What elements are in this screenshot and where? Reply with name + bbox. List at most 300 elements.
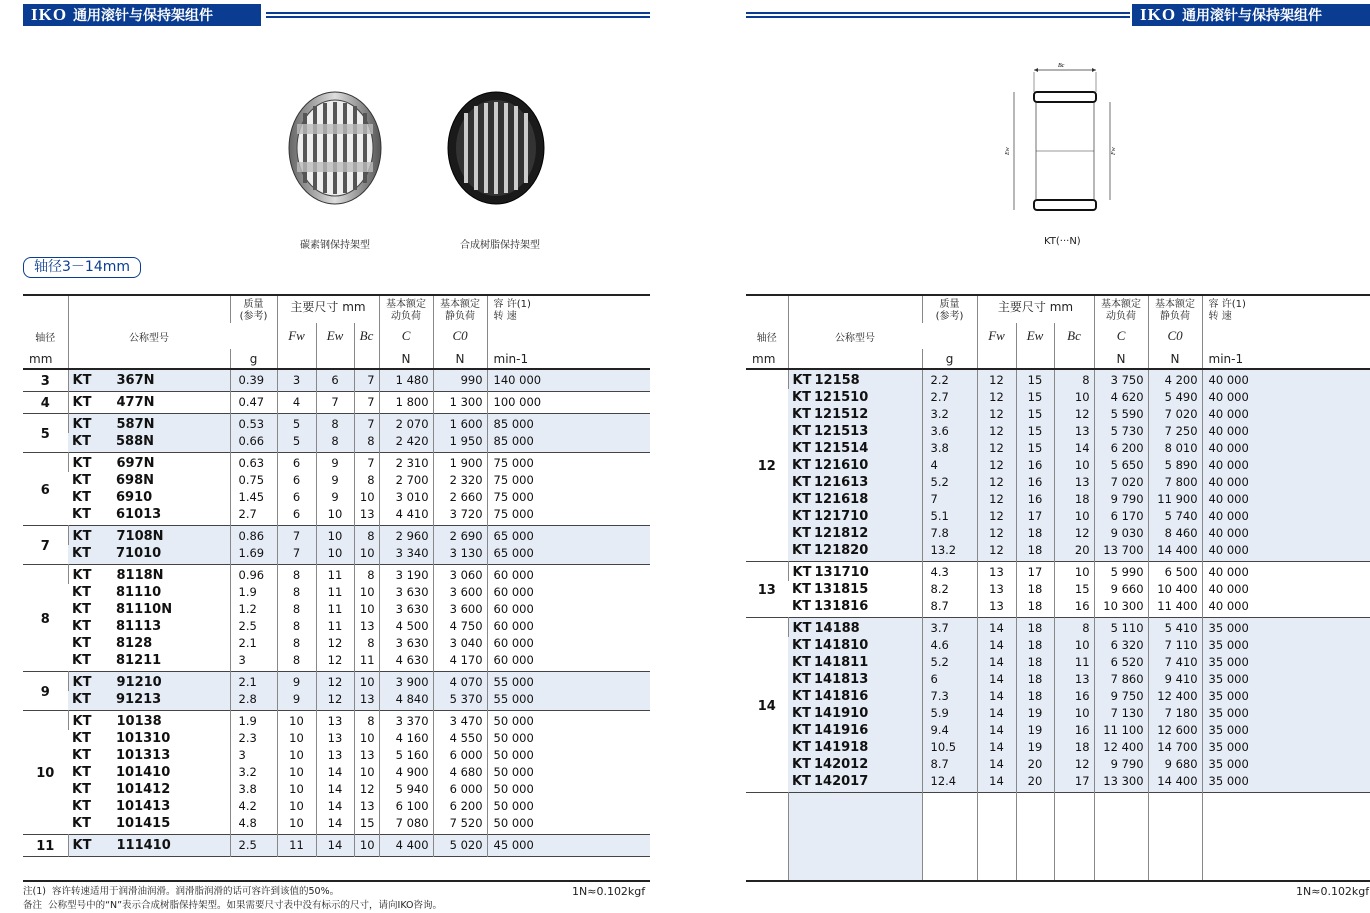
bc-cell: 10 xyxy=(354,672,379,692)
speed-cell: 35 000 xyxy=(1202,739,1370,756)
table-row xyxy=(746,756,1370,773)
dynamic-load-cell: 3 370 xyxy=(379,711,433,731)
r-stat-load-header2: 静负荷 xyxy=(1160,311,1191,322)
mass-cell: 5.1 xyxy=(922,508,977,525)
model-cell xyxy=(68,453,230,473)
model-cell xyxy=(788,618,922,638)
bc-cell: 13 xyxy=(1054,671,1094,688)
stat-load-header: 基本额定 xyxy=(440,299,481,310)
ew-cell: 15 xyxy=(1016,389,1054,406)
r-speed-unit: min-1 xyxy=(1208,352,1244,366)
mass-cell: 0.47 xyxy=(230,392,277,414)
bc-cell: 10 xyxy=(354,764,379,781)
model-cell xyxy=(788,440,922,457)
model-prefix: KT xyxy=(792,526,811,541)
ew-cell: 6 xyxy=(316,369,354,392)
model-cell xyxy=(788,598,922,618)
fw-cell: 14 xyxy=(977,705,1016,722)
fw-cell: 3 xyxy=(277,369,316,392)
shaft-size-cell: 12 xyxy=(746,369,788,562)
mass-cell: 1.2 xyxy=(230,601,277,618)
model-prefix: KT xyxy=(792,424,811,439)
speed-cell: 35 000 xyxy=(1202,722,1370,739)
dynamic-load-cell: 10 300 xyxy=(1094,598,1148,618)
fw-cell: 6 xyxy=(277,506,316,526)
dynamic-load-cell: 6 520 xyxy=(1094,654,1148,671)
model-number: 141816 xyxy=(814,689,869,704)
speed-cell: 35 000 xyxy=(1202,773,1370,793)
fw-cell: 10 xyxy=(277,764,316,781)
static-load-cell: 5 890 xyxy=(1148,457,1202,474)
static-load-cell: 14 700 xyxy=(1148,739,1202,756)
bc-cell: 10 xyxy=(354,601,379,618)
kt-section-diagram xyxy=(1000,60,1130,220)
fw-cell: 14 xyxy=(977,739,1016,756)
model-number: 131815 xyxy=(814,582,869,597)
static-load-cell: 1 950 xyxy=(433,433,487,453)
table-row xyxy=(23,489,650,506)
dynamic-load-cell: 7 860 xyxy=(1094,671,1148,688)
shaft-size-cell: 4 xyxy=(40,396,50,411)
model-number: 101410 xyxy=(116,765,171,780)
mass-cell: 2.7 xyxy=(230,506,277,526)
static-load-cell: 5 410 xyxy=(1148,618,1202,638)
bc-cell: 8 xyxy=(354,711,379,731)
table-row xyxy=(746,581,1370,598)
dynamic-load-cell: 12 400 xyxy=(1094,739,1148,756)
speed-cell: 35 000 xyxy=(1202,756,1370,773)
model-cell xyxy=(68,472,230,489)
table-row xyxy=(746,722,1370,739)
model-cell xyxy=(68,672,230,692)
right-table-bottom-rule xyxy=(746,880,1370,882)
table-row xyxy=(23,691,650,711)
model-number: 101313 xyxy=(116,748,171,763)
speed-cell: 40 000 xyxy=(1202,542,1370,562)
table-row xyxy=(23,392,650,414)
shaft-group-7 xyxy=(23,526,650,565)
static-load-cell: 7 180 xyxy=(1148,705,1202,722)
static-load-cell: 5 490 xyxy=(1148,389,1202,406)
ew-cell: 11 xyxy=(316,618,354,635)
mass-cell: 3.2 xyxy=(922,406,977,423)
model-prefix: KT xyxy=(792,621,812,636)
model-number: 141918 xyxy=(814,740,869,755)
dyn-sym: C xyxy=(401,328,411,343)
dynamic-load-cell: 6 170 xyxy=(1094,508,1148,525)
static-load-cell: 4 170 xyxy=(433,652,487,672)
bc-cell: 10 xyxy=(1054,457,1094,474)
static-load-cell: 9 680 xyxy=(1148,756,1202,773)
speed-cell: 60 000 xyxy=(487,584,650,601)
model-cell xyxy=(68,433,230,453)
model-number: 14188 xyxy=(814,621,860,636)
dynamic-load-cell: 1 480 xyxy=(379,369,433,392)
static-load-cell: 7 020 xyxy=(1148,406,1202,423)
model-number: 91213 xyxy=(116,692,162,707)
table-row xyxy=(23,747,650,764)
table-row xyxy=(746,562,1370,582)
static-load-cell: 4 750 xyxy=(433,618,487,635)
static-load-cell: 8 460 xyxy=(1148,525,1202,542)
ew-cell: 15 xyxy=(1016,423,1054,440)
model-prefix: KT xyxy=(792,757,811,772)
ew-cell: 12 xyxy=(316,672,354,692)
mass-cell: 3 xyxy=(230,652,277,672)
dynamic-load-cell: 3 750 xyxy=(1094,369,1148,389)
r-ew-header: Ew xyxy=(1026,328,1044,343)
mass-cell: 0.63 xyxy=(230,453,277,473)
right-header-tag xyxy=(1132,4,1370,26)
fw-cell: 12 xyxy=(977,508,1016,525)
table-row xyxy=(23,545,650,565)
shaft-group-8 xyxy=(23,565,650,672)
model-prefix: KT xyxy=(72,653,91,668)
ew-dim-label: Ew xyxy=(1005,147,1011,155)
dynamic-load-cell: 5 650 xyxy=(1094,457,1148,474)
model-number: 81113 xyxy=(116,619,162,634)
ew-cell: 7 xyxy=(316,392,354,414)
speed-cell: 40 000 xyxy=(1202,440,1370,457)
speed-cell: 75 000 xyxy=(487,506,650,526)
mass-cell: 2.7 xyxy=(922,389,977,406)
static-load-cell: 7 800 xyxy=(1148,474,1202,491)
fw-cell: 10 xyxy=(277,747,316,764)
left-table-bottom-rule xyxy=(23,880,650,882)
ew-cell: 17 xyxy=(1016,562,1054,582)
r-mass-header: 质量 xyxy=(939,299,960,310)
dyn-load-header2: 动负荷 xyxy=(391,311,422,322)
note1-text: 容许转速适用于润滑油润滑。润滑脂润滑的话可容许到该值的50%。 xyxy=(52,886,340,897)
table-row xyxy=(23,453,650,473)
model-prefix: KT xyxy=(72,602,91,617)
bc-cell: 18 xyxy=(1054,491,1094,508)
fw-cell: 12 xyxy=(977,406,1016,423)
static-load-cell: 4 070 xyxy=(433,672,487,692)
mass-cell: 8.2 xyxy=(922,581,977,598)
iko-logo-right: IKO xyxy=(1140,5,1177,24)
model-prefix: KT xyxy=(792,458,811,473)
steel-cage-caption: 碳素钢保持架型 xyxy=(300,240,370,251)
model-cell xyxy=(68,489,230,506)
speed-cell: 50 000 xyxy=(487,730,650,747)
bc-cell: 8 xyxy=(354,433,379,453)
bc-cell: 12 xyxy=(1054,525,1094,542)
dynamic-load-cell: 4 410 xyxy=(379,506,433,526)
mass-cell: 4 xyxy=(922,457,977,474)
mass-cell: 2.2 xyxy=(922,369,977,389)
model-cell xyxy=(68,414,230,434)
static-load-cell: 4 200 xyxy=(1148,369,1202,389)
ew-cell: 10 xyxy=(316,506,354,526)
speed-cell: 40 000 xyxy=(1202,525,1370,542)
bc-cell: 7 xyxy=(354,392,379,414)
table-row xyxy=(746,423,1370,440)
bc-cell: 10 xyxy=(1054,389,1094,406)
table-row xyxy=(746,525,1370,542)
static-load-cell: 2 320 xyxy=(433,472,487,489)
dims-header: 主要尺寸 mm xyxy=(290,300,366,314)
r-fw-header: Fw xyxy=(988,328,1005,343)
mass-cell: 1.9 xyxy=(230,584,277,601)
mass-cell: 2.1 xyxy=(230,635,277,652)
iko-logo: IKO xyxy=(31,5,68,24)
model-number: 121812 xyxy=(814,526,869,541)
model-prefix: KT xyxy=(72,585,91,600)
static-load-cell: 2 660 xyxy=(433,489,487,506)
speed-cell: 50 000 xyxy=(487,815,650,835)
static-load-cell: 8 010 xyxy=(1148,440,1202,457)
speed-cell: 65 000 xyxy=(487,545,650,565)
fw-cell: 13 xyxy=(977,598,1016,618)
model-cell xyxy=(788,542,922,562)
ew-cell: 16 xyxy=(1016,474,1054,491)
model-cell xyxy=(68,815,230,835)
mass-cell: 3.2 xyxy=(230,764,277,781)
fw-cell: 12 xyxy=(977,369,1016,389)
r-bc-header: Bc xyxy=(1067,328,1081,343)
model-cell xyxy=(68,711,230,731)
mass-ref: (参考) xyxy=(239,311,268,322)
dynamic-load-cell: 2 310 xyxy=(379,453,433,473)
table-row xyxy=(23,764,650,781)
model-cell xyxy=(68,545,230,565)
speed-cell: 75 000 xyxy=(487,489,650,506)
model-number: 101413 xyxy=(116,799,171,814)
fw-cell: 6 xyxy=(277,489,316,506)
model-cell xyxy=(68,835,230,857)
table-row xyxy=(746,542,1370,562)
speed-cell: 75 000 xyxy=(487,472,650,489)
ew-cell: 8 xyxy=(316,433,354,453)
fw-cell: 12 xyxy=(977,525,1016,542)
model-cell xyxy=(68,764,230,781)
model-number: 141811 xyxy=(814,655,869,670)
model-number: 121820 xyxy=(814,543,869,558)
model-number: 61013 xyxy=(116,507,162,522)
model-cell xyxy=(788,491,922,508)
model-number: 141916 xyxy=(814,723,869,738)
model-prefix: KT xyxy=(72,434,91,449)
model-number: 91210 xyxy=(116,675,162,690)
speed-cell: 40 000 xyxy=(1202,389,1370,406)
mass-cell: 3.7 xyxy=(922,618,977,638)
model-prefix: KT xyxy=(72,546,91,561)
table-row xyxy=(746,739,1370,756)
dynamic-load-cell: 9 030 xyxy=(1094,525,1148,542)
mass-cell: 5.9 xyxy=(922,705,977,722)
fw-cell: 12 xyxy=(977,457,1016,474)
model-prefix: KT xyxy=(72,838,92,853)
speed-unit: min-1 xyxy=(493,352,529,366)
model-number: 10138 xyxy=(116,714,162,729)
model-prefix: KT xyxy=(792,475,811,490)
static-load-cell: 5 370 xyxy=(433,691,487,711)
fw-cell: 8 xyxy=(277,618,316,635)
r-stat-load-header: 基本额定 xyxy=(1155,299,1196,310)
speed-cell: 40 000 xyxy=(1202,369,1370,389)
static-load-cell: 3 600 xyxy=(433,601,487,618)
fw-cell: 14 xyxy=(977,671,1016,688)
mass-cell: 2.3 xyxy=(230,730,277,747)
mass-cell: 0.53 xyxy=(230,414,277,434)
model-prefix: KT xyxy=(72,473,91,488)
ew-cell: 18 xyxy=(1016,598,1054,618)
model-prefix: KT xyxy=(72,782,91,797)
static-load-cell: 7 110 xyxy=(1148,637,1202,654)
dynamic-load-cell: 7 020 xyxy=(1094,474,1148,491)
fw-cell: 12 xyxy=(977,542,1016,562)
model-cell xyxy=(788,688,922,705)
speed-cell: 40 000 xyxy=(1202,423,1370,440)
mass-cell: 5.2 xyxy=(922,654,977,671)
fw-cell: 13 xyxy=(977,562,1016,582)
fw-cell: 8 xyxy=(277,652,316,672)
bc-cell: 10 xyxy=(354,584,379,601)
left-conversion: 1N≈0.102kgf xyxy=(572,885,646,898)
model-prefix: KT xyxy=(72,692,91,707)
fw-cell: 5 xyxy=(277,433,316,453)
dynamic-load-cell: 1 800 xyxy=(379,392,433,414)
model-number: 8118N xyxy=(116,568,164,583)
model-cell xyxy=(788,389,922,406)
shaft-size-cell: 10 xyxy=(36,766,55,781)
ew-cell: 14 xyxy=(316,798,354,815)
static-load-cell: 3 600 xyxy=(433,584,487,601)
speed-cell: 140 000 xyxy=(487,369,650,392)
right-header-rule xyxy=(746,12,1130,18)
mass-cell: 8.7 xyxy=(922,598,977,618)
model-number: 6910 xyxy=(116,490,153,505)
static-load-cell: 12 600 xyxy=(1148,722,1202,739)
ew-cell: 13 xyxy=(316,730,354,747)
speed-cell: 50 000 xyxy=(487,798,650,815)
model-cell xyxy=(788,406,922,423)
model-number: 8128 xyxy=(116,636,153,651)
model-cell xyxy=(68,652,230,672)
table-row xyxy=(23,526,650,546)
model-prefix: KT xyxy=(72,636,91,651)
static-load-cell: 4 550 xyxy=(433,730,487,747)
table-row xyxy=(746,773,1370,793)
dynamic-load-cell: 7 080 xyxy=(379,815,433,835)
mass-unit: g xyxy=(249,352,258,366)
left-header-tag xyxy=(23,4,261,26)
ew-cell: 12 xyxy=(316,691,354,711)
dynamic-load-cell: 9 660 xyxy=(1094,581,1148,598)
model-number: 81211 xyxy=(116,653,162,668)
fw-cell: 6 xyxy=(277,472,316,489)
fw-cell: 14 xyxy=(977,722,1016,739)
model-number: 111410 xyxy=(116,838,171,853)
static-load-cell: 7 520 xyxy=(433,815,487,835)
model-number: 7108N xyxy=(116,529,164,544)
bc-cell: 10 xyxy=(1054,705,1094,722)
model-prefix: KT xyxy=(792,390,811,405)
ew-cell: 18 xyxy=(1016,525,1054,542)
fw-cell: 10 xyxy=(277,781,316,798)
speed-cell: 100 000 xyxy=(487,392,650,414)
model-cell xyxy=(788,474,922,491)
resin-cage-caption: 合成树脂保持架型 xyxy=(460,240,540,251)
ew-cell: 11 xyxy=(316,601,354,618)
speed-cell: 50 000 xyxy=(487,711,650,731)
mass-cell: 0.39 xyxy=(230,369,277,392)
fw-cell: 10 xyxy=(277,798,316,815)
table-row xyxy=(23,414,650,434)
static-load-cell: 11 900 xyxy=(1148,491,1202,508)
bc-cell: 8 xyxy=(354,635,379,652)
ew-cell: 18 xyxy=(1016,654,1054,671)
ew-cell: 15 xyxy=(1016,440,1054,457)
shaft-size-cell: 13 xyxy=(757,583,776,598)
speed-cell: 40 000 xyxy=(1202,406,1370,423)
model-prefix: KT xyxy=(72,799,91,814)
left-header-title: 通用滚针与保持架组件 xyxy=(73,8,214,24)
model-cell xyxy=(68,747,230,764)
note2-text: 公称型号中的“N”表示合成树脂保持架型。如果需要尺寸表中没有标示的尺寸，请向IKO咨询。 xyxy=(48,900,443,911)
static-load-cell: 3 470 xyxy=(433,711,487,731)
model-cell xyxy=(68,369,230,392)
fw-cell: 14 xyxy=(977,654,1016,671)
mass-cell: 10.5 xyxy=(922,739,977,756)
mass-cell: 4.8 xyxy=(230,815,277,835)
model-number: 101412 xyxy=(116,782,171,797)
static-load-cell: 6 500 xyxy=(1148,562,1202,582)
mass-cell: 2.5 xyxy=(230,618,277,635)
table-row xyxy=(23,618,650,635)
bc-cell: 10 xyxy=(354,835,379,857)
model-number: 588N xyxy=(116,434,155,449)
fw-cell: 8 xyxy=(277,565,316,585)
table-filler xyxy=(746,793,1370,880)
model-prefix: KT xyxy=(72,456,92,471)
mass-cell: 5.2 xyxy=(922,474,977,491)
dynamic-load-cell: 4 840 xyxy=(379,691,433,711)
model-number: 81110N xyxy=(116,602,173,617)
model-number: 121613 xyxy=(814,475,869,490)
fw-cell: 8 xyxy=(277,635,316,652)
model-prefix: KT xyxy=(792,492,811,507)
bc-cell: 7 xyxy=(354,369,379,392)
dyn-unit: N xyxy=(401,352,411,366)
dynamic-load-cell: 11 100 xyxy=(1094,722,1148,739)
dynamic-load-cell: 5 990 xyxy=(1094,562,1148,582)
mass-cell: 1.69 xyxy=(230,545,277,565)
speed-cell: 60 000 xyxy=(487,635,650,652)
table-row xyxy=(23,835,650,857)
fw-cell: 5 xyxy=(277,414,316,434)
left-note-2 xyxy=(23,899,442,912)
model-prefix: KT xyxy=(792,774,811,789)
model-prefix: KT xyxy=(792,655,811,670)
table-row xyxy=(23,730,650,747)
dynamic-load-cell: 4 630 xyxy=(379,652,433,672)
mass-cell: 12.4 xyxy=(922,773,977,793)
fw-cell: 14 xyxy=(977,773,1016,793)
bc-cell: 12 xyxy=(1054,756,1094,773)
model-cell xyxy=(788,581,922,598)
bc-cell: 8 xyxy=(354,472,379,489)
static-load-cell: 5 740 xyxy=(1148,508,1202,525)
ew-header: Ew xyxy=(326,328,344,343)
dynamic-load-cell: 3 630 xyxy=(379,584,433,601)
table-row xyxy=(746,508,1370,525)
model-number: 101310 xyxy=(116,731,171,746)
table-row xyxy=(746,637,1370,654)
table-row xyxy=(23,815,650,835)
r-dyn-sym: C xyxy=(1116,328,1126,343)
